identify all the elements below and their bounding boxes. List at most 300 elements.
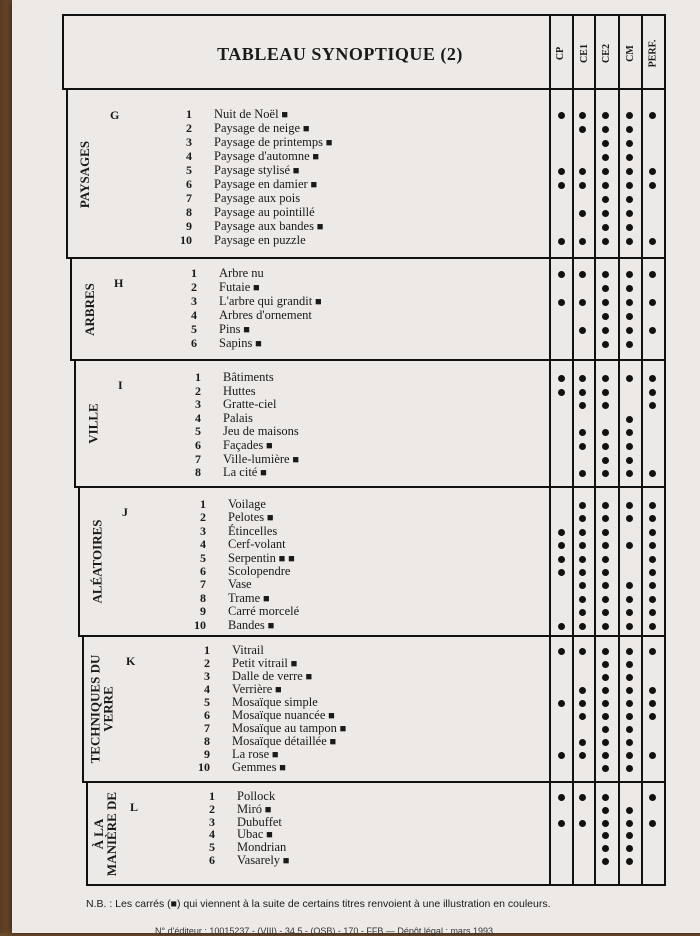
item-title: Pins ■ bbox=[219, 322, 250, 336]
level-dot-ce1 bbox=[579, 375, 586, 382]
level-dot-ce1 bbox=[579, 529, 586, 536]
level-dot-perf bbox=[649, 402, 656, 409]
level-dot-perf bbox=[649, 182, 656, 189]
column-rule-3 bbox=[594, 14, 596, 886]
colour-illustration-marker: ■ bbox=[326, 736, 337, 748]
item-title: Étincelles bbox=[228, 523, 278, 538]
level-dot-ce1 bbox=[579, 794, 586, 801]
column-rule-5 bbox=[641, 14, 643, 886]
level-dot-cm bbox=[626, 726, 633, 733]
level-dot-ce2 bbox=[602, 313, 609, 320]
colour-illustration-marker: ■ bbox=[262, 803, 272, 816]
colour-illustration-marker: ■ bbox=[302, 671, 313, 683]
item-title: Vase bbox=[228, 577, 252, 592]
colour-illustration-marker: ■ bbox=[257, 467, 267, 480]
table-left-rule bbox=[62, 14, 64, 90]
item-number: 6 bbox=[209, 853, 215, 867]
column-rule-4 bbox=[618, 14, 620, 886]
item-number: 1 bbox=[191, 266, 197, 280]
colour-illustration-marker: ■ bbox=[307, 179, 318, 191]
level-dot-perf bbox=[649, 299, 656, 306]
footnote: N.B. : Les carrés (■) qui viennent à la suite de certains titres renvoient à une illustration en couleurs. bbox=[86, 898, 551, 910]
item-number: 9 bbox=[204, 747, 210, 761]
level-dot-cm bbox=[626, 700, 633, 707]
level-dot-cm bbox=[626, 542, 633, 549]
level-dot-perf bbox=[649, 569, 656, 576]
level-dot-cp bbox=[558, 529, 565, 536]
item-number: 8 bbox=[200, 590, 206, 605]
colour-illustration-marker: ■ bbox=[252, 338, 262, 350]
item-number: 3 bbox=[204, 669, 210, 683]
item-number: 8 bbox=[195, 465, 201, 480]
level-dot-cm bbox=[626, 582, 633, 589]
colour-illustration-marker: ■ bbox=[250, 282, 260, 294]
item-number: 4 bbox=[200, 537, 206, 552]
level-dot-cm bbox=[626, 858, 633, 865]
column-header-cp: CP bbox=[555, 46, 567, 60]
level-dot-cm bbox=[626, 687, 633, 694]
level-dot-cp bbox=[558, 299, 565, 306]
level-dot-perf bbox=[649, 700, 656, 707]
item-number: 3 bbox=[200, 523, 206, 538]
colour-illustration-marker: ■ bbox=[325, 710, 335, 722]
level-dot-ce2 bbox=[602, 648, 609, 655]
level-dot-ce1 bbox=[579, 582, 586, 589]
level-dot-perf bbox=[649, 648, 656, 655]
level-dot-perf bbox=[649, 389, 656, 396]
level-dot-ce2 bbox=[602, 556, 609, 563]
level-dot-perf bbox=[649, 609, 656, 616]
level-dot-cm bbox=[626, 168, 633, 175]
section-bottom-rule bbox=[74, 486, 665, 488]
level-dot-perf bbox=[649, 820, 656, 827]
item-title: Sapins ■ bbox=[219, 336, 262, 350]
level-dot-cm bbox=[626, 210, 633, 217]
level-dot-ce2 bbox=[602, 832, 609, 839]
item-title: Gratte-ciel bbox=[223, 397, 277, 412]
level-dot-perf bbox=[649, 582, 656, 589]
level-dot-ce1 bbox=[579, 752, 586, 759]
column-rule-1 bbox=[549, 14, 551, 886]
level-dot-ce1 bbox=[579, 623, 586, 630]
level-dot-ce2 bbox=[602, 726, 609, 733]
level-dot-cm bbox=[626, 126, 633, 133]
item-title: Paysage de neige ■ bbox=[214, 121, 310, 135]
level-dot-cp bbox=[558, 794, 565, 801]
item-number: 1 bbox=[209, 789, 215, 803]
level-dot-cp bbox=[558, 375, 565, 382]
colour-illustration-marker: ■ bbox=[312, 296, 322, 308]
item-number: 2 bbox=[204, 656, 210, 670]
level-dot-ce2 bbox=[602, 502, 609, 509]
item-number: 10 bbox=[194, 617, 206, 632]
level-dot-cp bbox=[558, 389, 565, 396]
level-dot-ce2 bbox=[602, 470, 609, 477]
colour-illustration-marker: ■ bbox=[276, 762, 286, 774]
level-dot-ce2 bbox=[602, 765, 609, 772]
item-number: 2 bbox=[200, 510, 206, 525]
colour-illustration-marker: ■ bbox=[269, 749, 279, 761]
level-dot-ce1 bbox=[579, 112, 586, 119]
section-letter: H bbox=[114, 276, 124, 290]
level-dot-cm bbox=[626, 713, 633, 720]
item-number: 8 bbox=[186, 205, 192, 219]
item-title: Dalle de verre ■ bbox=[232, 669, 313, 683]
header-bottom-rule bbox=[64, 88, 666, 90]
item-number: 4 bbox=[209, 827, 215, 842]
level-dot-ce1 bbox=[579, 596, 586, 603]
item-title: Arbre nu bbox=[219, 266, 264, 280]
level-dot-cm bbox=[626, 299, 633, 306]
section-letter: J bbox=[122, 505, 128, 519]
item-number: 6 bbox=[186, 177, 192, 191]
item-title: Mosaïque simple bbox=[232, 695, 318, 709]
item-title: Arbres d'ornement bbox=[219, 308, 312, 322]
section-left-rule bbox=[78, 487, 80, 636]
item-number: 4 bbox=[191, 308, 197, 322]
level-dot-cm bbox=[626, 752, 633, 759]
section-left-rule bbox=[66, 90, 68, 258]
level-dot-cm bbox=[626, 285, 633, 292]
level-dot-ce1 bbox=[579, 609, 586, 616]
level-dot-cm bbox=[626, 457, 633, 464]
level-dot-ce1 bbox=[579, 299, 586, 306]
level-dot-cm bbox=[626, 112, 633, 119]
level-dot-ce2 bbox=[602, 752, 609, 759]
level-dot-cm bbox=[626, 271, 633, 278]
item-title: Miró ■ bbox=[237, 801, 272, 816]
level-dot-ce2 bbox=[602, 429, 609, 436]
legal-deposit-line: N° d'éditeur : 10015237 - (VIII) - 34,5 - (OSB) - 170 - FFB — Dépôt légal : mars 1993 bbox=[155, 926, 493, 936]
level-dot-cm bbox=[626, 313, 633, 320]
level-dot-ce2 bbox=[602, 271, 609, 278]
level-dot-ce1 bbox=[579, 168, 586, 175]
item-title: Façades ■ bbox=[223, 438, 273, 452]
item-title: Nuit de Noël ■ bbox=[214, 107, 288, 121]
item-number: 4 bbox=[204, 682, 210, 696]
colour-illustration-marker: ■ bbox=[323, 137, 333, 149]
level-dot-perf bbox=[649, 271, 656, 278]
colour-illustration-marker: ■ bbox=[263, 440, 273, 452]
item-title: La rose ■ bbox=[232, 747, 279, 761]
level-dot-ce1 bbox=[579, 569, 586, 576]
item-number: 1 bbox=[195, 370, 201, 384]
level-dot-cm bbox=[626, 182, 633, 189]
level-dot-ce2 bbox=[602, 299, 609, 306]
colour-illustration-marker: ■ bbox=[289, 453, 299, 466]
item-number: 5 bbox=[204, 695, 210, 709]
item-number: 6 bbox=[195, 438, 201, 452]
level-dot-ce2 bbox=[602, 224, 609, 231]
level-dot-ce2 bbox=[602, 596, 609, 603]
item-number: 2 bbox=[195, 383, 201, 398]
level-dot-ce2 bbox=[602, 126, 609, 133]
level-dot-ce2 bbox=[602, 389, 609, 396]
level-dot-cm bbox=[626, 327, 633, 334]
item-title: Pollock bbox=[237, 789, 276, 803]
item-title: Jeu de maisons bbox=[223, 424, 299, 439]
item-number: 5 bbox=[191, 322, 197, 336]
item-title: Paysage aux bandes ■ bbox=[214, 219, 324, 233]
level-dot-ce2 bbox=[602, 807, 609, 814]
item-title: Cerf-volant bbox=[228, 537, 286, 552]
level-dot-ce2 bbox=[602, 154, 609, 161]
colour-illustration-marker: ■ bbox=[240, 324, 250, 336]
level-dot-ce2 bbox=[602, 402, 609, 409]
level-dot-perf bbox=[649, 168, 656, 175]
item-title: Paysage en damier ■ bbox=[214, 177, 318, 191]
level-dot-ce2 bbox=[602, 609, 609, 616]
level-dot-ce1 bbox=[579, 687, 586, 694]
level-dot-cp bbox=[558, 820, 565, 827]
item-number: 4 bbox=[195, 410, 201, 425]
item-number: 2 bbox=[209, 801, 215, 816]
item-number: 8 bbox=[204, 734, 210, 748]
item-number: 3 bbox=[191, 294, 197, 308]
item-title: Mondrian bbox=[237, 840, 287, 855]
level-dot-ce1 bbox=[579, 327, 586, 334]
colour-illustration-marker: ■ bbox=[260, 592, 270, 605]
level-dot-ce2 bbox=[602, 529, 609, 536]
level-dot-cm bbox=[626, 154, 633, 161]
item-title: Carré morcelé bbox=[228, 604, 300, 619]
item-number: 1 bbox=[186, 107, 192, 121]
level-dot-cp bbox=[558, 648, 565, 655]
item-title: Paysage aux pois bbox=[214, 191, 301, 205]
item-number: 5 bbox=[209, 840, 215, 855]
item-title: Mosaïque détaillée ■ bbox=[232, 734, 337, 748]
level-dot-cm bbox=[626, 674, 633, 681]
level-dot-ce2 bbox=[602, 196, 609, 203]
section-left-rule bbox=[70, 258, 72, 360]
item-number: 1 bbox=[200, 497, 206, 511]
section-label: VILLE bbox=[85, 403, 101, 444]
level-dot-cm bbox=[626, 807, 633, 814]
item-title: Scolopendre bbox=[228, 564, 291, 578]
level-dot-cm bbox=[626, 739, 633, 746]
level-dot-cm bbox=[626, 238, 633, 245]
level-dot-cp bbox=[558, 623, 565, 630]
section-letter: I bbox=[118, 378, 123, 392]
level-dot-ce1 bbox=[579, 271, 586, 278]
level-dot-cm bbox=[626, 224, 633, 231]
item-number: 7 bbox=[195, 451, 201, 466]
section-left-rule bbox=[86, 782, 88, 885]
item-title: Voilage bbox=[228, 497, 266, 511]
section-label: ARBRES bbox=[81, 282, 97, 336]
column-header-ce2: CE2 bbox=[600, 43, 612, 63]
level-dot-ce2 bbox=[602, 739, 609, 746]
section-label: TECHNIQUES DU VERRE bbox=[87, 654, 115, 764]
level-dot-ce2 bbox=[602, 457, 609, 464]
level-dot-ce2 bbox=[602, 168, 609, 175]
level-dot-cp bbox=[558, 182, 565, 189]
level-dot-ce2 bbox=[602, 582, 609, 589]
section-bottom-rule bbox=[78, 635, 665, 637]
level-dot-ce1 bbox=[579, 389, 586, 396]
level-dot-ce1 bbox=[579, 700, 586, 707]
item-title: Huttes bbox=[223, 383, 256, 398]
item-number: 5 bbox=[200, 550, 206, 565]
level-dot-ce1 bbox=[579, 820, 586, 827]
level-dot-ce2 bbox=[602, 674, 609, 681]
level-dot-ce2 bbox=[602, 687, 609, 694]
level-dot-cp bbox=[558, 542, 565, 549]
colour-illustration-marker: ■ bbox=[272, 684, 282, 696]
item-number: 3 bbox=[209, 814, 215, 829]
item-number: 10 bbox=[180, 233, 192, 247]
level-dot-ce2 bbox=[602, 515, 609, 522]
column-header-perf: PERF. bbox=[647, 39, 659, 67]
level-dot-cm bbox=[626, 765, 633, 772]
level-dot-cp bbox=[558, 700, 565, 707]
column-rule-6 bbox=[664, 14, 666, 886]
item-number: 9 bbox=[200, 604, 206, 619]
level-dot-ce1 bbox=[579, 238, 586, 245]
item-number: 3 bbox=[195, 397, 201, 412]
section-bottom-rule bbox=[82, 781, 665, 783]
level-dot-perf bbox=[649, 327, 656, 334]
level-dot-perf bbox=[649, 596, 656, 603]
level-dot-ce2 bbox=[602, 327, 609, 334]
level-dot-perf bbox=[649, 112, 656, 119]
item-number: 6 bbox=[191, 336, 197, 350]
colour-illustration-marker: ■ ■ bbox=[275, 552, 295, 565]
level-dot-ce1 bbox=[579, 713, 586, 720]
item-title: Paysage d'automne ■ bbox=[214, 149, 320, 163]
level-dot-cp bbox=[558, 569, 565, 576]
item-title: Palais bbox=[223, 410, 253, 425]
level-dot-ce1 bbox=[579, 648, 586, 655]
colour-illustration-marker: ■ bbox=[300, 123, 310, 135]
level-dot-cm bbox=[626, 196, 633, 203]
level-dot-ce2 bbox=[602, 700, 609, 707]
item-number: 1 bbox=[204, 643, 210, 657]
item-title: Pelotes ■ bbox=[228, 510, 274, 525]
level-dot-ce2 bbox=[602, 623, 609, 630]
section-bottom-rule bbox=[86, 884, 665, 886]
level-dot-perf bbox=[649, 470, 656, 477]
level-dot-ce1 bbox=[579, 182, 586, 189]
level-dot-ce2 bbox=[602, 112, 609, 119]
item-title: Mosaïque au tampon ■ bbox=[232, 721, 347, 735]
item-title: Paysage stylisé ■ bbox=[214, 163, 300, 177]
item-number: 9 bbox=[186, 219, 192, 233]
item-number: 4 bbox=[186, 149, 192, 163]
section-letter: K bbox=[126, 654, 136, 668]
level-dot-ce1 bbox=[579, 515, 586, 522]
level-dot-cm bbox=[626, 429, 633, 436]
level-dot-perf bbox=[649, 794, 656, 801]
level-dot-ce2 bbox=[602, 713, 609, 720]
colour-illustration-marker: ■ bbox=[264, 512, 274, 525]
item-number: 7 bbox=[204, 721, 210, 735]
level-dot-ce2 bbox=[602, 542, 609, 549]
level-dot-cm bbox=[626, 341, 633, 348]
level-dot-perf bbox=[649, 502, 656, 509]
colour-illustration-marker: ■ bbox=[336, 723, 347, 735]
item-number: 5 bbox=[195, 424, 201, 439]
item-title: Petit vitrail ■ bbox=[232, 656, 298, 670]
section-left-rule bbox=[74, 360, 76, 487]
colour-illustration-marker: ■ bbox=[280, 855, 290, 867]
item-title: Futaie ■ bbox=[219, 280, 260, 294]
level-dot-ce1 bbox=[579, 556, 586, 563]
column-header-ce1: CE1 bbox=[578, 43, 590, 63]
item-title: Paysage au pointillé bbox=[214, 205, 315, 219]
level-dot-perf bbox=[649, 542, 656, 549]
level-dot-cm bbox=[626, 623, 633, 630]
level-dot-cp bbox=[558, 752, 565, 759]
item-number: 6 bbox=[200, 564, 206, 578]
level-dot-cm bbox=[626, 832, 633, 839]
level-dot-ce2 bbox=[602, 238, 609, 245]
section-label: À LA MANIÈRE DE bbox=[91, 791, 119, 876]
level-dot-ce2 bbox=[602, 845, 609, 852]
level-dot-ce1 bbox=[579, 126, 586, 133]
section-letter: G bbox=[110, 108, 120, 122]
level-dot-cm bbox=[626, 502, 633, 509]
item-title: Serpentin ■ ■ bbox=[228, 550, 295, 565]
level-dot-perf bbox=[649, 238, 656, 245]
section-bottom-rule bbox=[66, 257, 665, 259]
level-dot-ce2 bbox=[602, 210, 609, 217]
level-dot-cm bbox=[626, 443, 633, 450]
level-dot-ce1 bbox=[579, 402, 586, 409]
level-dot-ce2 bbox=[602, 569, 609, 576]
item-title: La cité ■ bbox=[223, 465, 267, 480]
colour-illustration-marker: ■ bbox=[290, 165, 300, 177]
item-title: Dubuffet bbox=[237, 814, 282, 829]
level-dot-perf bbox=[649, 713, 656, 720]
level-dot-cm bbox=[626, 470, 633, 477]
page-title: TABLEAU SYNOPTIQUE (2) bbox=[217, 44, 463, 64]
level-dot-perf bbox=[649, 623, 656, 630]
section-left-rule bbox=[82, 636, 84, 782]
level-dot-perf bbox=[649, 556, 656, 563]
level-dot-ce2 bbox=[602, 858, 609, 865]
item-number: 2 bbox=[191, 280, 197, 294]
item-title: Trame ■ bbox=[228, 590, 270, 605]
colour-illustration-marker: ■ bbox=[309, 151, 320, 163]
level-dot-ce1 bbox=[579, 429, 586, 436]
colour-illustration-marker: ■ bbox=[263, 829, 273, 842]
table-top-rule bbox=[62, 14, 666, 16]
level-dot-cm bbox=[626, 416, 633, 423]
level-dot-ce1 bbox=[579, 443, 586, 450]
level-dot-cm bbox=[626, 596, 633, 603]
level-dot-ce2 bbox=[602, 375, 609, 382]
level-dot-cp bbox=[558, 556, 565, 563]
level-dot-cp bbox=[558, 271, 565, 278]
item-title: Mosaïque nuancée ■ bbox=[232, 708, 335, 722]
item-title: Paysage en puzzle bbox=[214, 233, 306, 247]
level-dot-ce1 bbox=[579, 210, 586, 217]
level-dot-ce2 bbox=[602, 794, 609, 801]
section-letter: L bbox=[130, 800, 139, 814]
section-label: PAYSAGES bbox=[77, 140, 93, 208]
section-bottom-rule bbox=[70, 359, 665, 361]
item-number: 2 bbox=[186, 121, 192, 135]
item-title: Bâtiments bbox=[223, 370, 274, 384]
level-dot-cp bbox=[558, 238, 565, 245]
level-dot-ce2 bbox=[602, 285, 609, 292]
level-dot-ce1 bbox=[579, 470, 586, 477]
level-dot-cm bbox=[626, 515, 633, 522]
level-dot-ce2 bbox=[602, 443, 609, 450]
level-dot-cm bbox=[626, 845, 633, 852]
level-dot-ce2 bbox=[602, 341, 609, 348]
